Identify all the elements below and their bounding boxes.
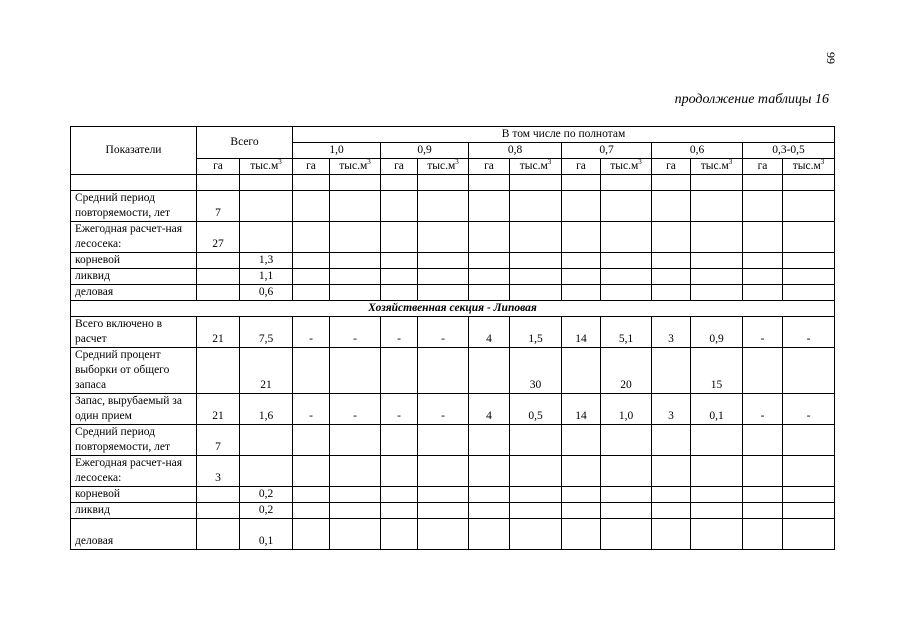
table-cell [418,503,469,519]
table-cell [197,503,240,519]
table-cell [330,519,381,550]
table-cell [418,269,469,285]
row-label: Запас, вырубаемый за один прием [71,394,197,425]
table-cell: 15 [691,348,743,394]
table-cell: 14 [562,317,601,348]
unit-volume-sup: 3 [455,158,459,167]
table-cell [381,425,418,456]
table-cell: 0,1 [240,519,293,550]
header-indicators: Показатели [71,127,197,175]
table-cell [418,425,469,456]
table-cell [418,222,469,253]
table-row [71,317,835,348]
row-label: Средний период повторяемости, лет [71,191,197,222]
table-cell [601,222,652,253]
table-cell [469,503,510,519]
unit-volume-text: тыс.м [250,160,279,172]
row-label: Средний процент выборки от общего запаса [71,348,197,394]
unit-volume-text: тыс.м [427,160,456,172]
table-cell [691,175,743,191]
table-cell [562,425,601,456]
table-cell [240,191,293,222]
table-cell: 20 [601,348,652,394]
table-cell [691,519,743,550]
table-cell [783,269,835,285]
table-row [71,487,835,503]
unit-ha: га [562,159,601,175]
table-row [71,456,835,487]
unit-ha: га [469,159,510,175]
table-cell [510,191,562,222]
table-cell [469,269,510,285]
table-cell: - [783,394,835,425]
section-row [71,301,835,317]
table-cell [601,253,652,269]
table-cell [197,487,240,503]
table-caption: продолжение таблицы 16 [674,92,829,107]
table-cell: 1,0 [601,394,652,425]
row-label: Ежегодная расчет-ная лесосека: [71,222,197,253]
table-cell [743,487,783,503]
table-cell [418,191,469,222]
table-cell [469,222,510,253]
unit-volume [510,159,562,175]
density-header: 0,7 [562,143,652,159]
unit-volume-text: тыс.м [792,160,821,172]
table-cell [601,191,652,222]
table-cell: - [381,317,418,348]
table-cell [330,456,381,487]
table-cell [330,503,381,519]
table-cell [783,175,835,191]
table-cell [418,487,469,503]
table-cell [601,519,652,550]
table-cell: - [293,394,330,425]
table-cell [691,269,743,285]
table-cell [743,269,783,285]
table-cell [601,456,652,487]
table-cell: 21 [240,348,293,394]
table-cell [562,191,601,222]
table-cell: 14 [562,394,601,425]
table-cell [510,425,562,456]
table-cell [510,519,562,550]
table-row [71,519,835,550]
unit-volume [330,159,381,175]
unit-ha: га [743,159,783,175]
row-label [71,175,197,191]
table-cell [330,285,381,301]
table-cell [783,503,835,519]
unit-ha: га [293,159,330,175]
table-cell [691,191,743,222]
unit-volume-text: тыс.м [610,160,639,172]
table-cell [293,191,330,222]
table-cell [743,253,783,269]
table-cell [783,456,835,487]
row-label: деловая [71,519,197,550]
table-cell [562,253,601,269]
table-cell [510,285,562,301]
table-cell [418,175,469,191]
table-cell [381,503,418,519]
table-row [71,348,835,394]
row-label: ликвид [71,269,197,285]
table-cell: 1,1 [240,269,293,285]
table-cell [330,269,381,285]
table-cell [418,348,469,394]
table-cell [601,269,652,285]
table-cell [381,456,418,487]
table-cell [691,222,743,253]
row-label: деловая [71,285,197,301]
table-cell [652,487,691,503]
section-title: Хозяйственная секция - Липовая [71,301,835,317]
table-cell [197,285,240,301]
table-cell [743,425,783,456]
unit-ha: га [381,159,418,175]
table-cell: 30 [510,348,562,394]
unit-volume [240,159,293,175]
table-cell [418,285,469,301]
table-cell [381,253,418,269]
table-cell [783,285,835,301]
unit-volume-sup: 3 [547,158,552,167]
table-cell [652,425,691,456]
table-row [71,503,835,519]
table-row [71,253,835,269]
table-cell [293,348,330,394]
table-cell [562,222,601,253]
table-cell [510,487,562,503]
unit-volume-sup: 3 [278,158,282,167]
table-cell [783,222,835,253]
table-cell [743,348,783,394]
table-cell: 4 [469,394,510,425]
table-cell: 5,1 [601,317,652,348]
table-cell: 0,2 [240,503,293,519]
density-header: 0,8 [469,143,562,159]
row-label: ликвид [71,503,197,519]
table-cell [330,425,381,456]
table-cell: 3 [652,317,691,348]
table-row [71,285,835,301]
table-cell [197,175,240,191]
table-cell [691,425,743,456]
table-cell [783,487,835,503]
unit-volume [418,159,469,175]
density-header: 0,3-0,5 [743,143,835,159]
table-cell: - [293,317,330,348]
table-cell [743,175,783,191]
table-cell [562,503,601,519]
table-cell: 27 [197,222,240,253]
table-cell [691,487,743,503]
unit-volume-sup: 3 [638,158,642,167]
table-cell [562,285,601,301]
table-cell [469,348,510,394]
table-cell [381,285,418,301]
table-cell: 7,5 [240,317,293,348]
table-cell [330,175,381,191]
table-cell [743,191,783,222]
table-cell [601,425,652,456]
density-header: 0,9 [381,143,469,159]
row-label: Всего включено в расчет [71,317,197,348]
table-cell [652,269,691,285]
table-cell: 7 [197,425,240,456]
table-cell [197,269,240,285]
table-cell [469,285,510,301]
table-cell [652,519,691,550]
table-cell: 7 [197,191,240,222]
table-cell [293,519,330,550]
table-cell [381,487,418,503]
table-cell [783,519,835,550]
table-cell [510,222,562,253]
unit-ha: га [652,159,691,175]
table-cell [330,222,381,253]
page-number: 99 [824,52,838,64]
table-cell [240,425,293,456]
table-cell [743,519,783,550]
table-cell [510,456,562,487]
unit-volume-sup: 3 [367,158,371,167]
table-cell [743,285,783,301]
table-cell [469,175,510,191]
table-cell: - [743,394,783,425]
table-cell [469,519,510,550]
header-total: Всего [197,127,293,159]
unit-volume [601,159,652,175]
table-cell [293,425,330,456]
table-cell [562,348,601,394]
table-cell [330,253,381,269]
table-cell [418,519,469,550]
table-cell: 0,9 [691,317,743,348]
table-cell [783,348,835,394]
table-cell: - [381,394,418,425]
table-cell [293,253,330,269]
table-cell [330,191,381,222]
forest-table [70,126,835,550]
table-cell: 1,5 [510,317,562,348]
table-cell [652,253,691,269]
table-row [71,222,835,253]
table-cell [743,503,783,519]
table-cell [197,253,240,269]
table-cell [418,253,469,269]
table-row [71,394,835,425]
table-cell [293,503,330,519]
table-row [71,425,835,456]
table-cell [562,519,601,550]
unit-volume [691,159,743,175]
table-cell [601,487,652,503]
table-cell [652,503,691,519]
table-cell: 0,5 [510,394,562,425]
table-cell [293,487,330,503]
table-cell [418,456,469,487]
table-cell: 1,6 [240,394,293,425]
unit-volume-sup: 3 [728,158,733,167]
table-cell [691,253,743,269]
table-cell [240,222,293,253]
table-cell [783,425,835,456]
table-cell [691,456,743,487]
table-cell [601,175,652,191]
table-cell [469,456,510,487]
table-cell [330,348,381,394]
table-cell [240,175,293,191]
table-cell: 4 [469,317,510,348]
table-cell [601,285,652,301]
table-cell [469,253,510,269]
table-cell: 3 [652,394,691,425]
table-cell [330,487,381,503]
table-cell: - [418,317,469,348]
table-cell [652,285,691,301]
table-cell [381,269,418,285]
unit-volume-sup: 3 [820,158,825,167]
table-cell [293,222,330,253]
unit-volume-text: тыс.м [519,160,548,172]
table-row [71,175,835,191]
table-cell [652,348,691,394]
table-cell [381,348,418,394]
table-cell [197,348,240,394]
table-cell [562,487,601,503]
table-cell [652,175,691,191]
table-cell [783,253,835,269]
table-cell [691,503,743,519]
unit-volume-text: тыс.м [700,160,729,172]
header-density-group: В том числе по полнотам [293,127,835,143]
table-cell: - [743,317,783,348]
table-cell [601,503,652,519]
density-header: 0,6 [652,143,743,159]
table-cell: 0,6 [240,285,293,301]
table-cell [510,175,562,191]
table-cell [510,269,562,285]
table-cell [381,175,418,191]
row-label: Ежегодная расчет-ная лесосека: [71,456,197,487]
table-cell: 3 [197,456,240,487]
unit-ha: га [197,159,240,175]
table-cell [469,425,510,456]
table-cell [562,269,601,285]
table-cell [652,222,691,253]
table-cell [510,503,562,519]
table-cell [293,175,330,191]
table-cell [293,285,330,301]
table-cell [562,456,601,487]
row-label: корневой [71,487,197,503]
row-label: Средний период повторяемости, лет [71,425,197,456]
table-cell: - [783,317,835,348]
table-cell [783,191,835,222]
table-cell [691,285,743,301]
table-cell: - [330,317,381,348]
table-cell: 0,2 [240,487,293,503]
table-cell [293,456,330,487]
table-cell [652,191,691,222]
table-cell [743,456,783,487]
table-row [71,269,835,285]
row-label: корневой [71,253,197,269]
table-cell [293,269,330,285]
unit-volume-text: тыс.м [339,160,368,172]
table-cell [381,222,418,253]
table-cell [510,253,562,269]
table-cell [469,191,510,222]
table-cell [743,222,783,253]
density-header: 1,0 [293,143,381,159]
table-cell: - [418,394,469,425]
table-row [71,191,835,222]
table-cell: 0,1 [691,394,743,425]
table-cell [562,175,601,191]
table-cell [381,519,418,550]
table-cell [197,519,240,550]
table-cell: 21 [197,317,240,348]
unit-volume [783,159,835,175]
table-cell [652,456,691,487]
table-cell [240,456,293,487]
table-cell: 1,3 [240,253,293,269]
table-cell [381,191,418,222]
table-cell [469,487,510,503]
table-cell: - [330,394,381,425]
table-cell: 21 [197,394,240,425]
